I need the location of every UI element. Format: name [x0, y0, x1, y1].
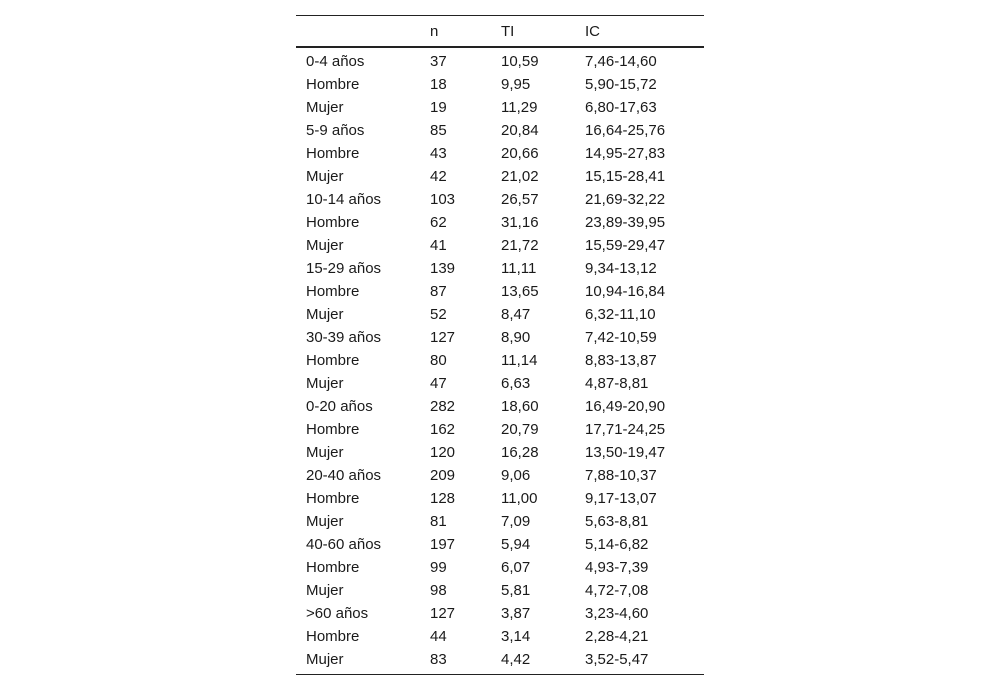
table-row — [296, 510, 704, 533]
table-header — [296, 16, 704, 48]
group-cell: 0-4 años — [306, 53, 365, 70]
ic-cell: 5,90-15,72 — [585, 76, 657, 93]
n-cell: 52 — [430, 306, 447, 323]
group-cell: Mujer — [306, 513, 344, 530]
group-cell: 15-29 años — [306, 260, 382, 277]
group-cell: Hombre — [306, 76, 360, 93]
ti-cell: 21,02 — [501, 168, 539, 185]
ic-cell: 14,95-27,83 — [585, 145, 666, 162]
group-cell: Mujer — [306, 99, 344, 116]
table-row — [296, 96, 704, 119]
ti-cell: 20,84 — [501, 122, 539, 139]
ti-cell: 10,59 — [501, 53, 539, 70]
ti-cell: 6,07 — [501, 559, 531, 576]
ti-cell: 4,42 — [501, 651, 531, 668]
n-cell: 197 — [430, 536, 456, 553]
ti-cell: 11,00 — [501, 490, 538, 507]
n-cell: 282 — [430, 398, 456, 415]
n-cell: 19 — [430, 99, 447, 116]
ic-cell: 23,89-39,95 — [585, 214, 666, 231]
ic-cell: 21,69-32,22 — [585, 191, 666, 208]
group-cell: Hombre — [306, 214, 360, 231]
ic-cell: 3,23-4,60 — [585, 605, 649, 622]
group-cell: Hombre — [306, 559, 360, 576]
ti-cell: 26,57 — [501, 191, 539, 208]
n-cell: 44 — [430, 628, 447, 645]
ti-cell: 5,81 — [501, 582, 531, 599]
n-cell: 87 — [430, 283, 447, 300]
table-row — [296, 441, 704, 464]
table-row — [296, 211, 704, 234]
group-cell: 30-39 años — [306, 329, 382, 346]
ti-cell: 9,95 — [501, 76, 531, 93]
table-row — [296, 464, 704, 487]
group-cell: 10-14 años — [306, 191, 382, 208]
group-cell: Mujer — [306, 306, 344, 323]
ti-cell: 6,63 — [501, 375, 531, 392]
table-row — [296, 234, 704, 257]
ti-cell: 3,14 — [501, 628, 531, 645]
ic-cell: 6,32-11,10 — [585, 306, 656, 323]
n-cell: 47 — [430, 375, 447, 392]
n-cell: 80 — [430, 352, 447, 369]
group-cell: Mujer — [306, 582, 344, 599]
ti-cell: 8,90 — [501, 329, 531, 346]
ti-cell: 31,16 — [501, 214, 539, 231]
table-row — [296, 326, 704, 349]
header-group — [296, 16, 430, 48]
ic-cell: 8,83-13,87 — [585, 352, 657, 369]
table-row — [296, 165, 704, 188]
ic-cell: 17,71-24,25 — [585, 421, 666, 438]
table-row — [296, 142, 704, 165]
ti-cell: 13,65 — [501, 283, 539, 300]
ic-cell: 6,80-17,63 — [585, 99, 657, 116]
table-row — [296, 648, 704, 675]
n-cell: 83 — [430, 651, 447, 668]
ti-cell: 9,06 — [501, 467, 531, 484]
ic-cell: 16,49-20,90 — [585, 398, 666, 415]
table-row — [296, 73, 704, 96]
ic-cell: 16,64-25,76 — [585, 122, 666, 139]
ic-cell: 4,93-7,39 — [585, 559, 649, 576]
ic-cell: 7,88-10,37 — [585, 467, 657, 484]
group-cell: 0-20 años — [306, 398, 373, 415]
group-cell: Hombre — [306, 421, 360, 438]
n-cell: 127 — [430, 329, 456, 346]
group-cell: Hombre — [306, 352, 360, 369]
ic-cell: 9,17-13,07 — [585, 490, 657, 507]
table-row — [296, 303, 704, 326]
group-cell: Mujer — [306, 444, 344, 461]
table-row — [296, 119, 704, 142]
ic-cell: 5,63-8,81 — [585, 513, 649, 530]
table-row — [296, 579, 704, 602]
table-row — [296, 487, 704, 510]
header-n: n — [430, 22, 439, 40]
n-cell: 62 — [430, 214, 447, 231]
ic-cell: 3,52-5,47 — [585, 651, 649, 668]
n-cell: 103 — [430, 191, 456, 208]
ic-cell: 7,42-10,59 — [585, 329, 657, 346]
n-cell: 120 — [430, 444, 456, 461]
ti-cell: 8,47 — [501, 306, 531, 323]
ti-cell: 5,94 — [501, 536, 531, 553]
ti-cell: 16,28 — [501, 444, 539, 461]
header-row — [296, 16, 704, 48]
ti-cell: 11,14 — [501, 352, 538, 369]
table-row — [296, 372, 704, 395]
ic-cell: 9,34-13,12 — [585, 260, 657, 277]
table-row — [296, 257, 704, 280]
n-cell: 209 — [430, 467, 456, 484]
group-cell: Mujer — [306, 168, 344, 185]
n-cell: 37 — [430, 53, 447, 70]
incidence-table — [296, 15, 704, 675]
n-cell: 99 — [430, 559, 447, 576]
n-cell: 43 — [430, 145, 447, 162]
n-cell: 128 — [430, 490, 456, 507]
ic-cell: 13,50-19,47 — [585, 444, 666, 461]
group-cell: Mujer — [306, 237, 344, 254]
n-cell: 98 — [430, 582, 447, 599]
ic-cell: 10,94-16,84 — [585, 283, 666, 300]
table-row — [296, 280, 704, 303]
table-row — [296, 556, 704, 579]
group-cell: Hombre — [306, 628, 360, 645]
ic-cell: 2,28-4,21 — [585, 628, 649, 645]
group-cell: Mujer — [306, 651, 344, 668]
n-cell: 41 — [430, 237, 447, 254]
n-cell: 42 — [430, 168, 447, 185]
table-row — [296, 625, 704, 648]
data-table-container — [296, 15, 704, 675]
ti-cell: 20,66 — [501, 145, 539, 162]
n-cell: 85 — [430, 122, 447, 139]
n-cell: 162 — [430, 421, 456, 438]
group-cell: Mujer — [306, 375, 344, 392]
ti-cell: 3,87 — [501, 605, 531, 622]
group-cell: 40-60 años — [306, 536, 382, 553]
ic-cell: 7,46-14,60 — [585, 53, 657, 70]
ti-cell: 18,60 — [501, 398, 539, 415]
table-row — [296, 395, 704, 418]
table-row — [296, 188, 704, 211]
group-cell: 20-40 años — [306, 467, 382, 484]
n-cell: 18 — [430, 76, 447, 93]
ic-cell: 5,14-6,82 — [585, 536, 649, 553]
table-body — [296, 47, 704, 675]
ti-cell: 20,79 — [501, 421, 539, 438]
header-ti: TI — [501, 22, 515, 40]
header-ic: IC — [585, 22, 600, 40]
ti-cell: 11,29 — [501, 99, 538, 116]
table-row — [296, 418, 704, 441]
group-cell: 5-9 años — [306, 122, 365, 139]
ic-cell: 15,59-29,47 — [585, 237, 666, 254]
n-cell: 139 — [430, 260, 456, 277]
group-cell: >60 años — [306, 605, 369, 622]
table-row — [296, 47, 704, 73]
table-row — [296, 533, 704, 556]
ti-cell: 21,72 — [501, 237, 539, 254]
group-cell: Hombre — [306, 145, 360, 162]
ic-cell: 15,15-28,41 — [585, 168, 666, 185]
table-row — [296, 349, 704, 372]
ti-cell: 11,11 — [501, 260, 537, 277]
n-cell: 81 — [430, 513, 447, 530]
ic-cell: 4,87-8,81 — [585, 375, 649, 392]
ic-cell: 4,72-7,08 — [585, 582, 649, 599]
n-cell: 127 — [430, 605, 456, 622]
table-row — [296, 602, 704, 625]
group-cell: Hombre — [306, 490, 360, 507]
ti-cell: 7,09 — [501, 513, 531, 530]
group-cell: Hombre — [306, 283, 360, 300]
